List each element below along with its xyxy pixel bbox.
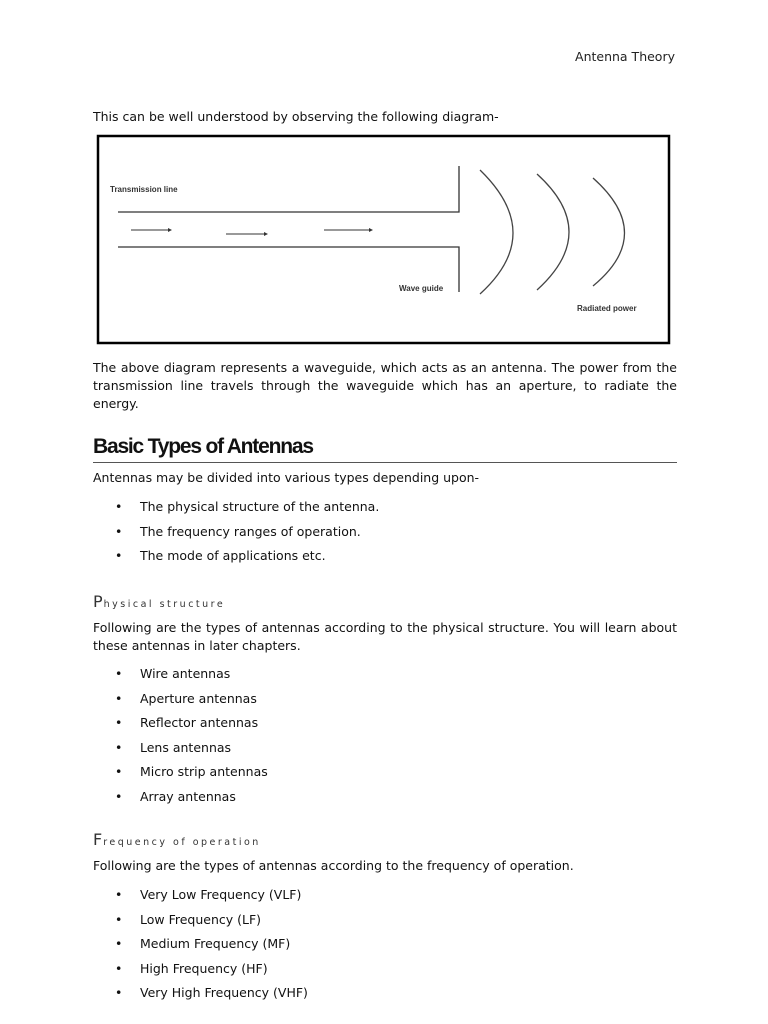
radiated-wavefronts (480, 170, 625, 294)
power-flow-arrows (131, 228, 373, 236)
frequency-subheading (93, 830, 261, 849)
diagram-description: The above diagram represents a waveguide, which acts as an antenna. The power from the transmission line travels through the waveguide which has an aperture, to radiate the energy. (93, 360, 677, 411)
types-intro-text: Antennas may be divided into various types depending upon- (93, 470, 480, 485)
frequency-text: Following are the types of antennas according to the frequency of operation. (93, 858, 574, 873)
physical-structure-text: Following are the types of antennas according to the physical structure. You will learn about these antennas in later chapters. (93, 620, 677, 653)
section-heading: Basic Types of Antennas (93, 435, 677, 463)
list-item: • Array antennas (115, 788, 268, 813)
waveguide-diagram (96, 134, 671, 346)
list-item: • The frequency ranges of operation. (115, 523, 379, 548)
page-header-title: Antenna Theory (575, 49, 675, 64)
list-item: • Low Frequency (LF) (115, 911, 308, 936)
subheading-rest: requency of operation (103, 837, 261, 848)
list-item: • Medium Frequency (MF) (115, 935, 308, 960)
subheading-initial: P (93, 592, 104, 611)
list-item: • Very Low Frequency (VLF) (115, 886, 308, 911)
list-item: • Lens antennas (115, 739, 268, 764)
intro-text: This can be well understood by observing the following diagram- (93, 109, 499, 124)
list-item: • The mode of applications etc. (115, 547, 379, 572)
physical-structure-subheading (93, 592, 225, 611)
physical-structure-list (115, 665, 268, 812)
list-item: • Wire antennas (115, 665, 268, 690)
list-item: • Aperture antennas (115, 690, 268, 715)
list-item: • Very High Frequency (VHF) (115, 984, 308, 1009)
waveguide-diagram-svg (96, 134, 671, 346)
transmission-line-label: Transmission line (110, 185, 178, 194)
list-item: • Reflector antennas (115, 714, 268, 739)
criteria-list (115, 498, 379, 572)
frequency-list (115, 886, 308, 1009)
subheading-initial: F (93, 830, 104, 849)
list-item: • The physical structure of the antenna. (115, 498, 379, 523)
wave-guide-label: Wave guide (399, 284, 444, 293)
list-item: • High Frequency (HF) (115, 960, 308, 985)
subheading-rest: hysical structure (103, 599, 226, 610)
list-item: • Micro strip antennas (115, 763, 268, 788)
radiated-power-label: Radiated power (577, 304, 637, 313)
